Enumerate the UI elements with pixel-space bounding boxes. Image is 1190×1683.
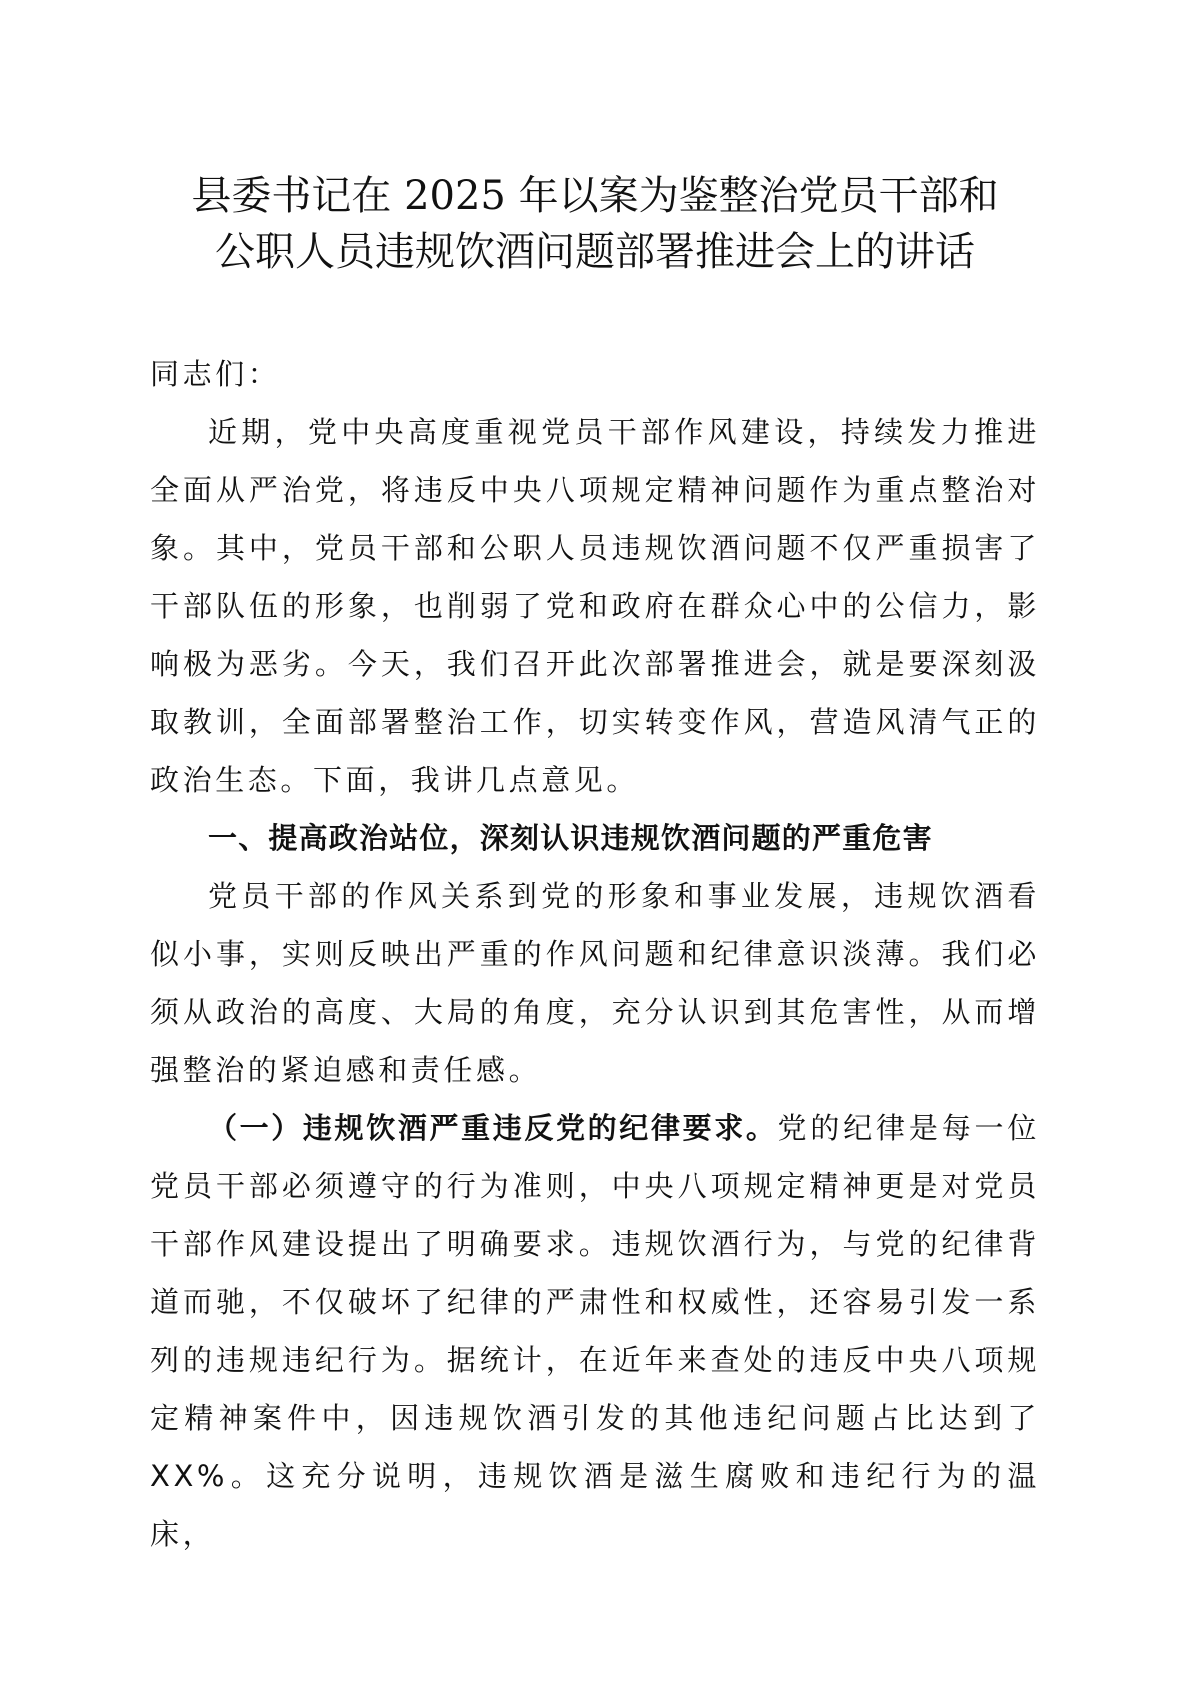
document-body bbox=[150, 345, 1040, 1563]
salutation: 同志们： bbox=[150, 357, 281, 391]
subsection-1-paragraph bbox=[150, 1099, 1040, 1563]
section-1-intro-paragraph: 党员干部的作风关系到党的形象和事业发展，违规饮酒看似小事，实则反映出严重的作风问题和纪律意识淡薄。我们必须从政治的高度、大局的角度，充分认识到其危害性，从而增强整治的紧迫感和责任感。 bbox=[150, 879, 1040, 1087]
document-title bbox=[140, 168, 1050, 280]
section-heading-1: 一、提高政治站位，深刻认识违规饮酒问题的严重危害 bbox=[208, 821, 933, 855]
subsection-1-text: 党的纪律是每一位党员干部必须遵守的行为准则，中央八项规定精神更是对党员干部作风建设提出了明确要求。违规饮酒行为，与党的纪律背道而驰，不仅破坏了纪律的严肃性和权威性，还容易引发一系列的违规违纪行为。据统计，在近年来查处的违反中央八项规定精神案件中，因违规饮酒引发的其他违纪问题占比达到了XX%。这充分说明，违规饮酒是滋生腐败和违纪行为的温床， bbox=[150, 1111, 1040, 1551]
subsection-1-lead: （一）违规饮酒严重违反党的纪律要求。 bbox=[208, 1111, 778, 1145]
title-line-2: 公职人员违规饮酒问题部署推进会上的讲话 bbox=[215, 229, 975, 275]
intro-paragraph: 近期，党中央高度重视党员干部作风建设，持续发力推进全面从严治党，将违反中央八项规定精神问题作为重点整治对象。其中，党员干部和公职人员违规饮酒问题不仅严重损害了干部队伍的形象，也削弱了党和政府在群众心中的公信力，影响极为恶劣。今天，我们召开此次部署推进会，就是要深刻汲取教训，全面部署整治工作，切实转变作风，营造风清气正的政治生态。下面，我讲几点意见。 bbox=[150, 415, 1040, 797]
title-line-1: 县委书记在 2025 年以案为鉴整治党员干部和 bbox=[191, 173, 999, 219]
